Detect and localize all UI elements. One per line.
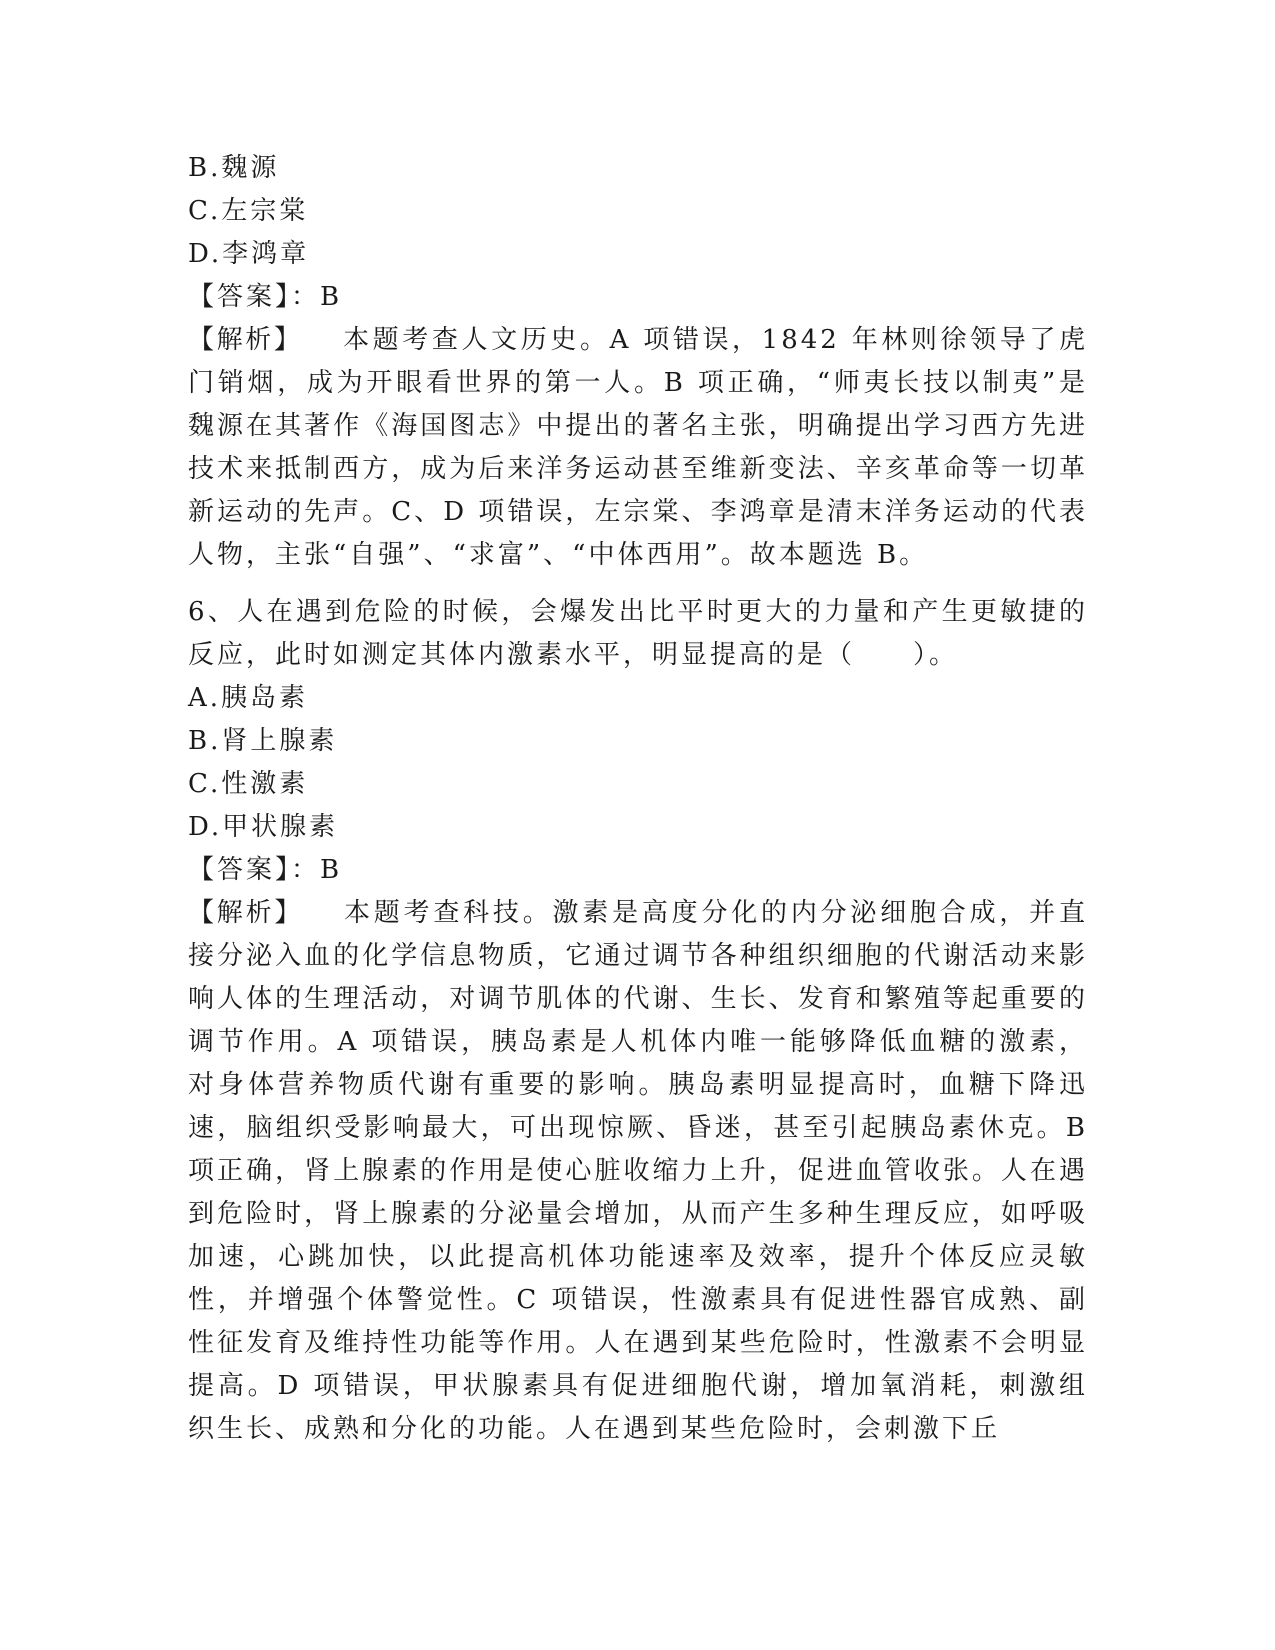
q6-option-c: C.性激素 [188,769,309,799]
question-gap [188,577,1088,591]
q5-analysis-text: 本题考查人文历史。A 项错误，1842 年林则徐领导了虎门销烟，成为开眼看世界的第一人。B 项正确，“师夷长技以制夷”是魏源在其著作《海国图志》中提出的著名主张，明确提出学习西方先进技术来抵制西方，成为后来洋务运动甚至维新变法、辛亥革命等一切革新运动的先声。C、D 项错误，左宗棠、李鸿章是清末洋务运动的代表人物，主张“自强”、“求富”、“中体西用”。故本题选 B。 [188,325,1088,570]
q5-analysis [188,319,1088,577]
q6-analysis-tag: 【解析】 [188,898,304,928]
q6-question: 6、人在遇到危险的时候，会爆发出比平时更大的力量和产生更敏捷的反应，此时如测定其体内激素水平，明显提高的是（ ）。 [188,597,1088,670]
q6-option-d: D.甲状腺素 [188,812,339,842]
q5-option-b: B.魏源 [188,153,280,183]
q6-option-b: B.肾上腺素 [188,726,338,756]
q6-analysis [188,892,1088,1451]
page-content [188,147,1088,1451]
q5-analysis-tag: 【解析】 [188,325,303,355]
q5-answer: 【答案】：B [188,282,343,312]
q6-answer: 【答案】：B [188,855,343,885]
q5-option-d: D.李鸿章 [188,239,310,269]
q5-option-c: C.左宗棠 [188,196,309,226]
q6-analysis-text: 本题考查科技。激素是高度分化的内分泌细胞合成，并直接分泌入血的化学信息物质，它通过调节各种组织细胞的代谢活动来影响人体的生理活动，对调节肌体的代谢、生长、发育和繁殖等起重要的调节作用。A 项错误，胰岛素是人机体内唯一能够降低血糖的激素，对身体营养物质代谢有重要的影响。胰岛素明显提高时，血糖下降迅速，脑组织受影响最大，可出现惊厥、昏迷，甚至引起胰岛素休克。B 项正确，肾上腺素的作用是使心脏收缩力上升，促进血管收张。人在遇到危险时，肾上腺素的分泌量会增加，从而产生多种生理反应，如呼吸加速，心跳加快，以此提高机体功能速率及效率，提升个体反应灵敏性，并增强个体警觉性。C 项错误，性激素具有促进性器官成熟、副性征发育及维持性功能等作用。人在遇到某些危险时，性激素不会明显提高。D 项错误，甲状腺素具有促进细胞代谢，增加氧消耗，刺激组织生长、成熟和分化的功能。人在遇到某些危险时，会刺激下丘 [188,898,1088,1444]
q6-option-a: A.胰岛素 [188,683,309,713]
